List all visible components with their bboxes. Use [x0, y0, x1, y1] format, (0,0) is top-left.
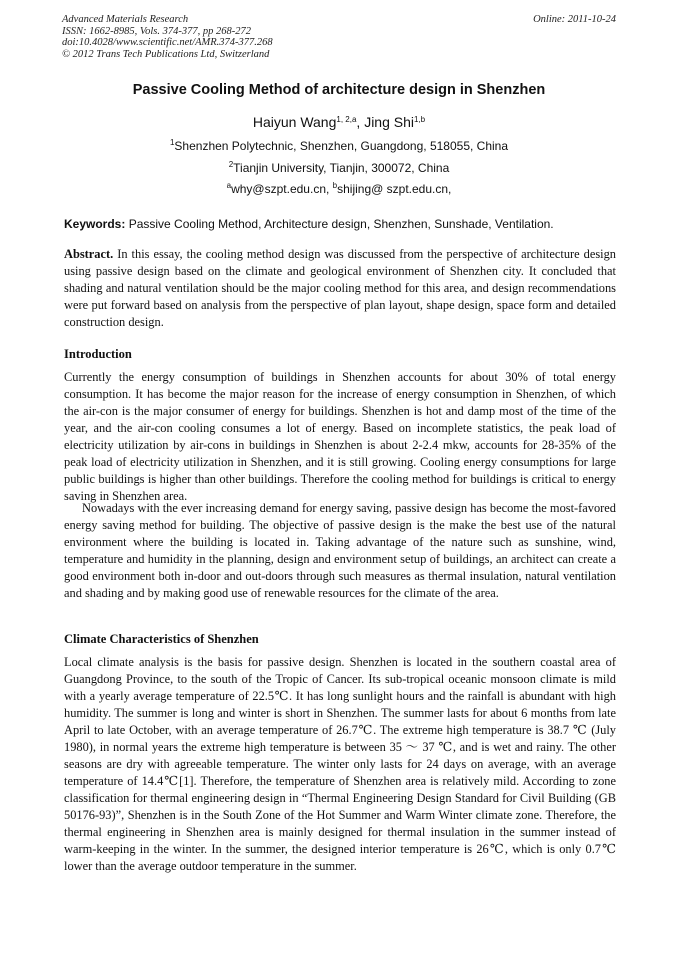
section-heading-climate: Climate Characteristics of Shenzhen — [64, 632, 259, 646]
keywords-text: Passive Cooling Method, Architecture design, Shenzhen, Sunshade, Ventilation. — [128, 217, 554, 231]
publication-header — [62, 14, 616, 60]
author-name: Jing Shi — [364, 114, 414, 130]
author-separator: , — [356, 114, 365, 130]
affiliation-text: Shenzhen Polytechnic, Shenzhen, Guangdong, 518055, China — [174, 139, 509, 153]
email-marker: a — [226, 181, 232, 190]
doi-line: doi:10.4028/www.scientific.net/AMR.374-377.268 — [62, 37, 273, 48]
author-affiliation-marker: 1, 2,a — [336, 115, 357, 124]
paper-title: Passive Cooling Method of architecture design in Shenzhen — [132, 82, 546, 98]
email-link[interactable]: shijing@ szpt.edu.cn, — [337, 182, 452, 196]
keywords-label: Keywords: — [64, 217, 126, 231]
author-list — [40, 114, 638, 130]
author-name: Haiyun Wang — [252, 114, 337, 130]
issn-line: ISSN: 1662-8985, Vols. 374-377, pp 268-272 — [62, 25, 251, 37]
section-heading-introduction: Introduction — [64, 347, 132, 361]
email-marker: b — [332, 181, 338, 190]
climate-paragraph-1: Local climate analysis is the basis for passive design. Shenzhen is located in the southern coastal area of Guangdong Province, to the south of the Tropic of Cancer. Its sub-tropical oceanic monsoon climate is mild with a yearly average temperature of 22.5℃. It has long sunlight hours and the rainfall is abundant with high humidity. The summer is long and winter is short in Shenzhen. The summer lasts for about 6 months from late April to late October, with an average temperature of 26.7℃. The extreme high temperature is 38.7 ℃ (July 1980), in normal years the extreme high temperature is between 35 ～ 37 ℃, and is wet and rainy. The other seasons are dry with agreeable temperature. The winter only lasts for 24 days on average, with an average temperature of 14.4℃[1]. Therefore, the temperature of Shenzhen area is relatively mild. According to zone classification for thermal engineering design in “Thermal Engineering Design Standard for Civil Building (GB 50176-93)”, Shenzhen is in the South Zone of the Hot Summer and Warm Winter climate zone. Therefore, the thermal engineering in Shenzhen area is mainly designed for thermal insulation in the summer instead of warm-keeping in the winter. In the summer, the designed interior temperature is 26℃, which is only 0.7℃ lower than the average outdoor temperature in the summer. — [64, 655, 616, 873]
author-emails — [40, 182, 638, 196]
copyright-line: © 2012 Trans Tech Publications Ltd, Switzerland — [62, 48, 270, 60]
abstract — [64, 246, 616, 331]
affiliation-marker: 2 — [228, 160, 234, 169]
author-affiliation-marker: 1,b — [414, 115, 426, 124]
affiliation-marker: 1 — [169, 138, 175, 147]
affiliation-2 — [40, 161, 638, 175]
affiliation-text: Tianjin University, Tianjin, 300072, China — [233, 161, 450, 175]
abstract-label: Abstract. — [64, 247, 114, 261]
journal-name: Advanced Materials Research — [62, 14, 189, 25]
affiliation-1 — [40, 139, 638, 153]
introduction-paragraph-2: Nowadays with the ever increasing demand for energy saving, passive design has become the most-favored energy saving method for building. The objective of passive design is the make the best use of the natural environment where the building is located in. Taking advantage of the nature such as sunshine, wind, temperature and humidity in the planning, design and environment setup of buildings, an architect can create a good environment both in-door and out-doors through such measures as thermal insulation, natural ventilation and shading and by making good use of renewable resources for the climate of the area. — [64, 501, 616, 600]
abstract-text: In this essay, the cooling method design was discussed from the perspective of architecture design using passive design based on the climate and geological environment of Shenzhen city. It concluded that shading and natural ventilation should be the major cooling method for this area, and design recommendations were put forward based on analysis from the perspective of plan layout, shape design, space form and detailed construction design. — [64, 247, 616, 329]
introduction-paragraph-1: Currently the energy consumption of buildings in Shenzhen accounts for about 30% of total energy consumption. It has become the major reason for the increase of energy consumption in Shenzhen, of which the air-con is the major consumer of energy for buildings. Shenzhen is hot and damp most of the time of the year, and the air-con cooling consumes a lot of energy. Based on incomplete statistics, the peak load of electricity utilization by air-cons in buildings in Shenzhen is about 2-2.4 mkw, accounts for 28-35% of the peak load of electricity utilization in Shenzhen, and it is still growing. Cooling energy consumptions for large public buildings is higher than other buildings. Therefore the cooling method for buildings is critical to energy saving in Shenzhen area. — [64, 370, 616, 503]
keywords — [64, 217, 616, 231]
online-date: Online: 2011-10-24 — [533, 14, 616, 25]
email-link[interactable]: why@szpt.edu.cn, — [231, 182, 333, 196]
